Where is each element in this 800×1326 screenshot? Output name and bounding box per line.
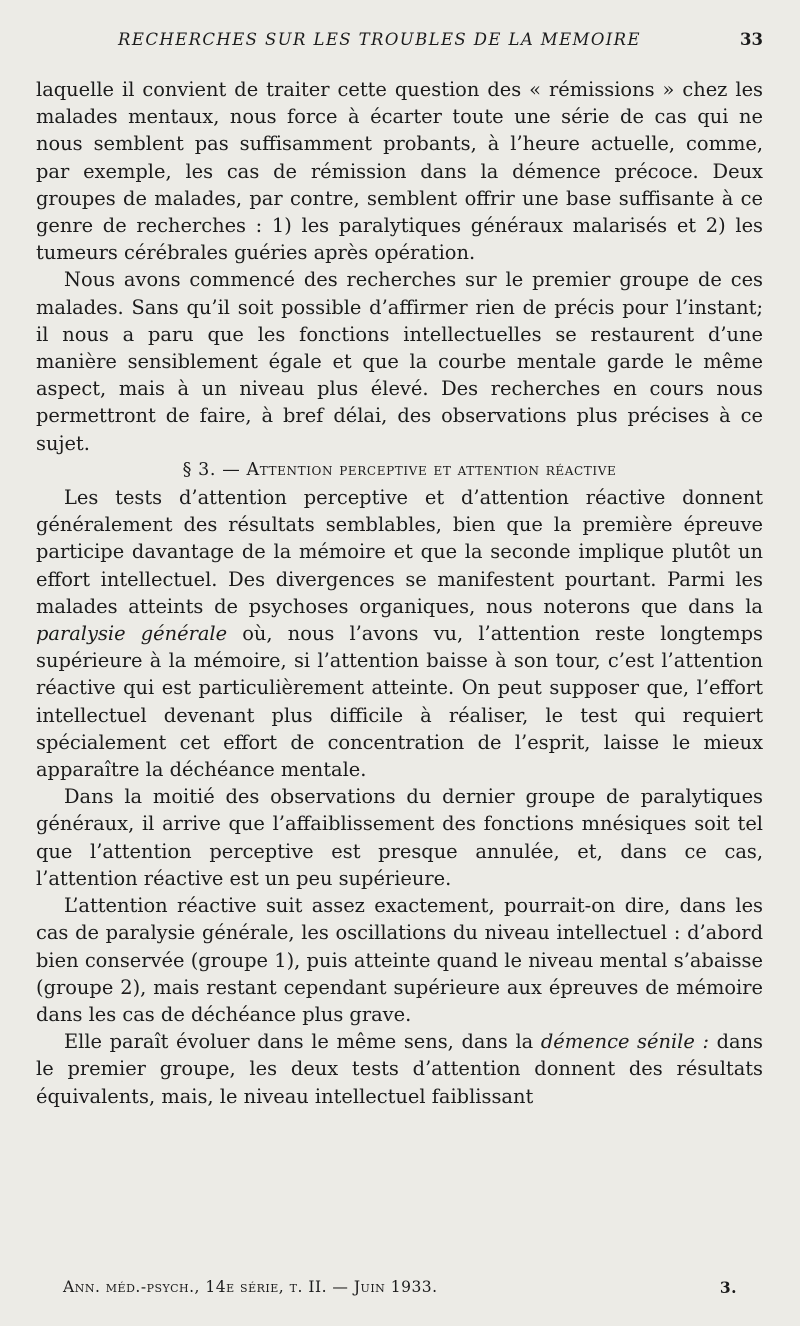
paragraph-6-emphasis: démence sénile :: [540, 1030, 709, 1054]
paragraph-4: Dans la moitié des observations du dernier groupe de paralytiques généraux, il arrive que l’affaiblissement des fonctions mnésiques soit tel que l’attention perceptive est presque annulée, et, dans ce cas, l’attention réactive est un peu supérieure.: [36, 785, 763, 890]
paragraph-3: [36, 484, 763, 783]
section-number: § 3. —: [182, 459, 241, 480]
paragraph-3-emphasis: paralysie générale: [36, 622, 228, 646]
paragraph-6-tail: dans le premier groupe, les deux tests d’attention donnent des résultats équivalents, mais, le niveau intellectuel faiblissant: [36, 1030, 764, 1108]
paragraph-3-text: Les tests d’attention perceptive et d’attention réactive donnent généralement des résultats semblables, bien que la première épreuve participe davantage de la mémoire et que la seconde implique plutôt un effort intellectuel. Des divergences se manifestent pourtant. Parmi les malades atteints de psychoses organiques, nous noterons que dans la: [36, 486, 763, 618]
paragraph-5: L’attention réactive suit assez exactement, pourrait-on dire, dans les cas de paralysie générale, les oscillations du niveau intellectuel : d’abord bien conservée (groupe 1), puis atteinte quand le niveau mental s’abaisse (groupe 2), mais restant cependant supérieure aux épreuves de mémoire dans les cas de déchéance plus grave.: [36, 894, 763, 1026]
paragraph-6: [36, 1028, 763, 1110]
paragraph-6-text: Elle paraît évoluer dans le même sens, dans la: [64, 1030, 534, 1054]
paragraph-3-tail: où, nous l’avons vu, l’attention reste longtemps supérieure à la mémoire, si l’attention baisse à son tour, c’est l’attention réactive qui est particulièrement atteinte. On peut supposer que, l’effort intellectuel devenant plus difficile à réaliser, le test qui requiert spécialement cet effort de concentration de l’esprit, laisse le mieux apparaître la déchéance mentale.: [36, 622, 763, 782]
section-heading: [36, 457, 763, 484]
running-head: [36, 30, 763, 54]
paragraph-1: laquelle il convient de traiter cette question des « rémissions » chez les malades mentaux, nous force à écarter toute une série de cas qui ne nous semblent pas suffisamment probants, à l’heure actuelle, comme, par exemple, les cas de rémission dans la démence précoce. Deux groupes de malades, par contre, semblent offrir une base suffisante à ce genre de recherches : 1) les paralytiques généraux malarisés et 2) les tumeurs cérébrales guéries après opération.: [36, 78, 763, 265]
body-text: [36, 76, 763, 1110]
page-number: 33: [740, 30, 763, 49]
journal-reference: Ann. méd.-psych., 14e série, t. II. — Juin 1933.: [63, 1278, 438, 1296]
running-head-title: RECHERCHES SUR LES TROUBLES DE LA MEMOIRE: [118, 30, 641, 49]
section-title: Attention perceptive et attention réactive: [246, 459, 617, 480]
paragraph-2: Nous avons commencé des recherches sur le premier groupe de ces malades. Sans qu’il soit possible d’affirmer rien de précis pour l’instant; il nous a paru que les fonctions intellectuelles se restaurent d’une manière sensiblement égale et que la courbe mentale garde le même aspect, mais à un niveau plus élevé. Des recherches en cours nous permettront de faire, à bref délai, des observations plus précises à ce sujet.: [36, 268, 763, 455]
signature-mark: 3.: [719, 1278, 737, 1297]
